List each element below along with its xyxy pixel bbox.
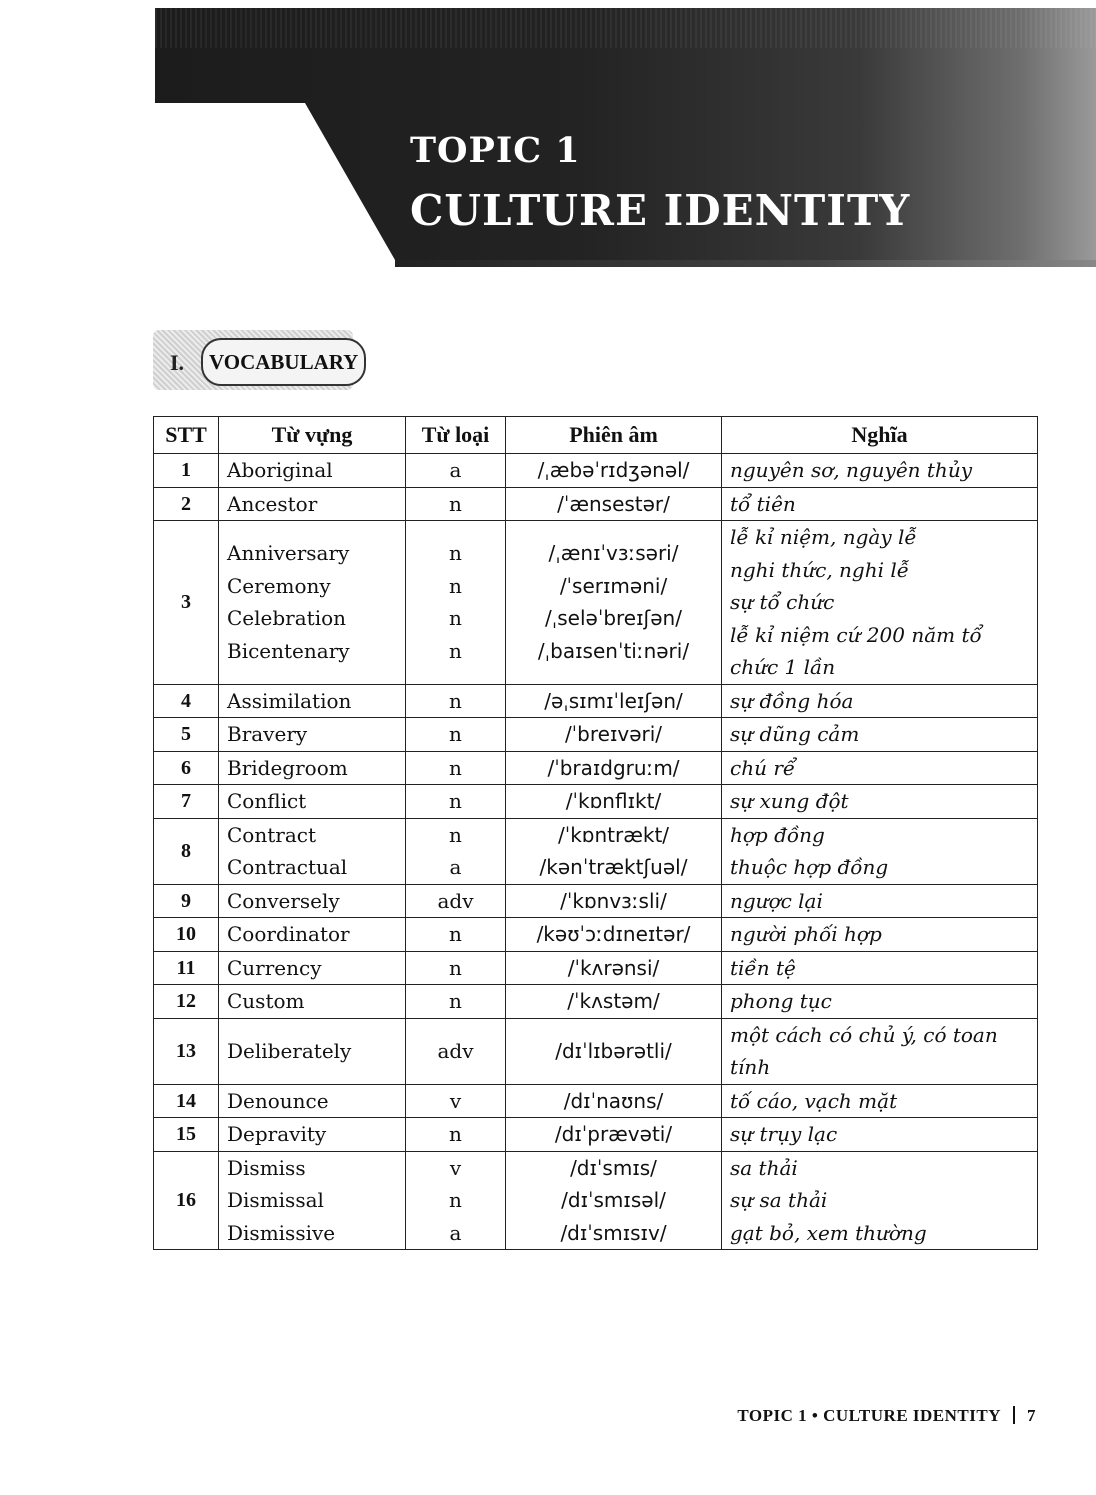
word-entry-cell <box>219 985 406 1019</box>
pronunciation: /ˌbaɪsenˈtiːnəri/ <box>537 638 690 663</box>
part-of-speech-cell <box>406 718 506 752</box>
row-number: 14 <box>154 1084 219 1118</box>
table-row <box>154 985 1038 1019</box>
part-of-speech: v <box>449 1088 462 1113</box>
part-of-speech: n <box>449 989 462 1013</box>
meaning-cell <box>722 985 1038 1019</box>
row-number: 3 <box>154 521 219 685</box>
pronunciation-cell <box>506 1084 722 1118</box>
part-of-speech: a <box>449 855 462 879</box>
row-number: 4 <box>154 684 219 718</box>
part-of-speech-cell <box>406 951 506 985</box>
meaning: nguyên sơ, nguyên thủy <box>730 458 972 482</box>
part-of-speech: n <box>449 688 462 713</box>
part-of-speech-cell <box>406 1018 506 1084</box>
part-of-speech-cell <box>406 1151 506 1250</box>
table-row <box>154 487 1038 521</box>
page-number: 7 <box>1027 1406 1036 1425</box>
pronunciation-cell <box>506 1018 722 1084</box>
meaning-cell <box>722 487 1038 521</box>
part-of-speech: n <box>449 755 462 780</box>
row-number: 6 <box>154 751 219 785</box>
meaning: người phối hợp <box>730 922 882 946</box>
meaning: sự xung đột <box>730 789 849 813</box>
part-of-speech: adv <box>437 1038 474 1063</box>
pronunciation-cell <box>506 751 722 785</box>
word-entry-cell <box>219 718 406 752</box>
pronunciation: /ˈkɒntrækt/ <box>557 822 670 847</box>
pronunciation: /dɪˈnaʊns/ <box>563 1088 664 1113</box>
row-number: 15 <box>154 1118 219 1152</box>
word-entry-cell <box>219 684 406 718</box>
section-number: I. <box>170 350 185 375</box>
meaning: sự trụy lạc <box>730 1122 838 1146</box>
word-entry-cell <box>219 454 406 488</box>
word-entry-cell <box>219 918 406 952</box>
word-entry-cell <box>219 1084 406 1118</box>
pronunciation: /ˌænɪˈvɜːsəri/ <box>548 541 679 566</box>
pronunciation: /dɪˈsmɪs/ <box>570 1155 657 1180</box>
meaning: chú rể <box>730 755 796 780</box>
pronunciation: /ˈænsestər/ <box>557 491 670 516</box>
running-title: TOPIC 1 • CULTURE IDENTITY <box>737 1406 1001 1425</box>
meaning: hợp đồng <box>730 822 825 847</box>
part-of-speech: n <box>449 638 462 663</box>
word-entry: Conflict <box>227 789 307 813</box>
word-entry-cell <box>219 521 406 685</box>
word-entry: Aboriginal <box>227 458 333 482</box>
meaning: sự dũng cảm <box>730 722 860 746</box>
pronunciation-cell <box>506 918 722 952</box>
part-of-speech: n <box>449 491 462 516</box>
table-row <box>154 1084 1038 1118</box>
meaning-cell <box>722 521 1038 685</box>
table-row <box>154 454 1038 488</box>
banner-texture <box>155 8 1096 48</box>
footer-divider <box>1013 1406 1015 1424</box>
word-entry: Depravity <box>227 1122 327 1146</box>
table-row <box>154 521 1038 685</box>
meaning: lễ kỉ niệm cứ 200 năm tổ chức 1 lần <box>730 622 982 679</box>
pronunciation: /ˈbraɪdgruːm/ <box>547 755 680 780</box>
pronunciation-cell <box>506 1118 722 1152</box>
meaning-cell <box>722 751 1038 785</box>
table-header-row <box>154 417 1038 454</box>
meaning-cell <box>722 718 1038 752</box>
part-of-speech-cell <box>406 985 506 1019</box>
vocabulary-table <box>153 416 1038 1250</box>
word-entry-cell <box>219 884 406 918</box>
part-of-speech-cell <box>406 684 506 718</box>
pronunciation-cell <box>506 785 722 819</box>
word-entry: Currency <box>227 955 322 980</box>
word-entry-cell <box>219 751 406 785</box>
meaning: lễ kỉ niệm, ngày lễ <box>730 525 917 549</box>
part-of-speech: a <box>449 458 462 482</box>
part-of-speech-cell <box>406 1118 506 1152</box>
pronunciation-cell <box>506 684 722 718</box>
row-number: 13 <box>154 1018 219 1084</box>
part-of-speech-cell <box>406 918 506 952</box>
table-row <box>154 951 1038 985</box>
part-of-speech-cell <box>406 818 506 884</box>
part-of-speech-cell <box>406 1084 506 1118</box>
meaning-cell <box>722 684 1038 718</box>
meaning: ngược lại <box>730 888 823 913</box>
column-header-pronunciation: Phiên âm <box>506 417 722 454</box>
word-entry: Coordinator <box>227 922 350 946</box>
meaning: nghi thức, nghi lễ <box>730 557 910 582</box>
word-entry: Ancestor <box>227 491 318 516</box>
row-number: 11 <box>154 951 219 985</box>
word-entry: Dismissive <box>227 1220 336 1245</box>
column-header-word: Từ vựng <box>219 417 406 454</box>
part-of-speech-cell <box>406 487 506 521</box>
table-row <box>154 1151 1038 1250</box>
table-row <box>154 684 1038 718</box>
meaning-cell <box>722 1118 1038 1152</box>
column-header-stt: STT <box>154 417 219 454</box>
pronunciation: /dɪˈlɪbərətli/ <box>555 1038 672 1063</box>
part-of-speech: a <box>449 1220 462 1245</box>
word-entry: Contract <box>227 822 316 847</box>
pronunciation-cell <box>506 884 722 918</box>
row-number: 12 <box>154 985 219 1019</box>
word-entry-cell <box>219 1018 406 1084</box>
pronunciation: /ˌseləˈbreɪʃən/ <box>545 606 682 631</box>
pronunciation: /ˈkɒnflɪkt/ <box>565 789 662 813</box>
word-entry: Bravery <box>227 722 308 746</box>
meaning: gạt bỏ, xem thường <box>730 1220 927 1245</box>
part-of-speech-cell <box>406 454 506 488</box>
word-entry: Celebration <box>227 606 347 631</box>
row-number: 10 <box>154 918 219 952</box>
pronunciation: /dɪˈsmɪsɪv/ <box>560 1220 667 1245</box>
pronunciation-cell <box>506 951 722 985</box>
pronunciation: /ˈkʌrənsi/ <box>567 955 660 980</box>
part-of-speech-cell <box>406 751 506 785</box>
table-body <box>154 454 1038 1250</box>
meaning-cell <box>722 1084 1038 1118</box>
pronunciation: /ˌæbəˈrɪdʒənəl/ <box>537 458 690 482</box>
word-entry: Denounce <box>227 1088 329 1113</box>
word-entry-cell <box>219 1118 406 1152</box>
word-entry: Assimilation <box>227 688 352 713</box>
row-number: 8 <box>154 818 219 884</box>
table-row <box>154 1118 1038 1152</box>
part-of-speech: n <box>449 573 462 598</box>
word-entry: Conversely <box>227 888 340 913</box>
pronunciation: /ˈkɒnvɜːsli/ <box>560 888 667 913</box>
pronunciation-cell <box>506 985 722 1019</box>
pronunciation: /dɪˈsmɪsəl/ <box>561 1188 666 1212</box>
meaning: sự tổ chức <box>730 590 835 614</box>
meaning-cell <box>722 785 1038 819</box>
word-entry: Ceremony <box>227 573 331 598</box>
part-of-speech-cell <box>406 785 506 819</box>
meaning-cell <box>722 918 1038 952</box>
part-of-speech: n <box>449 789 462 813</box>
word-entry: Bridegroom <box>227 755 348 780</box>
page-footer <box>737 1406 1036 1426</box>
table-row <box>154 785 1038 819</box>
part-of-speech: n <box>449 541 462 566</box>
word-entry: Contractual <box>227 855 348 879</box>
row-number: 2 <box>154 487 219 521</box>
meaning: sự đồng hóa <box>730 688 854 713</box>
pronunciation: /kənˈtræktʃuəl/ <box>539 855 688 879</box>
pronunciation: /dɪˈprævəti/ <box>554 1122 673 1146</box>
word-entry-cell <box>219 487 406 521</box>
meaning: sa thải <box>730 1155 798 1180</box>
word-entry: Bicentenary <box>227 638 350 663</box>
part-of-speech: adv <box>437 888 474 913</box>
table-row <box>154 918 1038 952</box>
meaning: tố cáo, vạch mặt <box>730 1088 898 1113</box>
row-number: 1 <box>154 454 219 488</box>
pronunciation: /ˈbreɪvəri/ <box>564 722 663 746</box>
meaning-cell <box>722 454 1038 488</box>
meaning: phong tục <box>730 989 832 1013</box>
word-entry: Anniversary <box>227 541 350 566</box>
meaning: tổ tiên <box>730 491 796 516</box>
pronunciation-cell <box>506 1151 722 1250</box>
pronunciation-cell <box>506 818 722 884</box>
table-row <box>154 884 1038 918</box>
meaning-cell <box>722 951 1038 985</box>
pronunciation-cell <box>506 521 722 685</box>
meaning-cell <box>722 1151 1038 1250</box>
word-entry: Dismissal <box>227 1188 324 1212</box>
part-of-speech: v <box>449 1155 462 1180</box>
meaning: một cách có chủ ý, có toan tính <box>730 1022 998 1079</box>
part-of-speech: n <box>449 955 462 980</box>
banner-underline <box>395 260 1096 267</box>
part-of-speech-cell <box>406 521 506 685</box>
pronunciation: /ˈkʌstəm/ <box>567 989 660 1013</box>
part-of-speech: n <box>449 722 462 746</box>
meaning: sự sa thải <box>730 1188 828 1212</box>
word-entry-cell <box>219 1151 406 1250</box>
column-header-part-of-speech: Từ loại <box>406 417 506 454</box>
table-row <box>154 751 1038 785</box>
meaning: thuộc hợp đồng <box>730 855 889 879</box>
part-of-speech: n <box>449 1188 462 1212</box>
word-entry-cell <box>219 818 406 884</box>
table-row <box>154 1018 1038 1084</box>
pronunciation: /əˌsɪmɪˈleɪʃən/ <box>544 688 683 713</box>
column-header-meaning: Nghĩa <box>722 417 1038 454</box>
pronunciation: /ˈserɪməni/ <box>559 573 668 598</box>
word-entry: Dismiss <box>227 1155 306 1180</box>
row-number: 5 <box>154 718 219 752</box>
word-entry: Deliberately <box>227 1038 352 1063</box>
part-of-speech: n <box>449 922 462 946</box>
topic-number: TOPIC 1 <box>410 130 581 171</box>
meaning: tiền tệ <box>730 955 796 980</box>
meaning-cell <box>722 1018 1038 1084</box>
meaning-cell <box>722 884 1038 918</box>
table-row <box>154 818 1038 884</box>
part-of-speech: n <box>449 822 462 847</box>
row-number: 7 <box>154 785 219 819</box>
word-entry-cell <box>219 951 406 985</box>
pronunciation-cell <box>506 718 722 752</box>
row-number: 9 <box>154 884 219 918</box>
part-of-speech: n <box>449 606 462 631</box>
table-row <box>154 718 1038 752</box>
section-title: VOCABULARY <box>201 338 366 386</box>
pronunciation-cell <box>506 487 722 521</box>
meaning-cell <box>722 818 1038 884</box>
pronunciation-cell <box>506 454 722 488</box>
topic-title: CULTURE IDENTITY <box>410 186 911 235</box>
part-of-speech-cell <box>406 884 506 918</box>
row-number: 16 <box>154 1151 219 1250</box>
part-of-speech: n <box>449 1122 462 1146</box>
word-entry-cell <box>219 785 406 819</box>
word-entry: Custom <box>227 989 305 1013</box>
pronunciation: /kəʊˈɔːdɪneɪtər/ <box>536 922 691 946</box>
